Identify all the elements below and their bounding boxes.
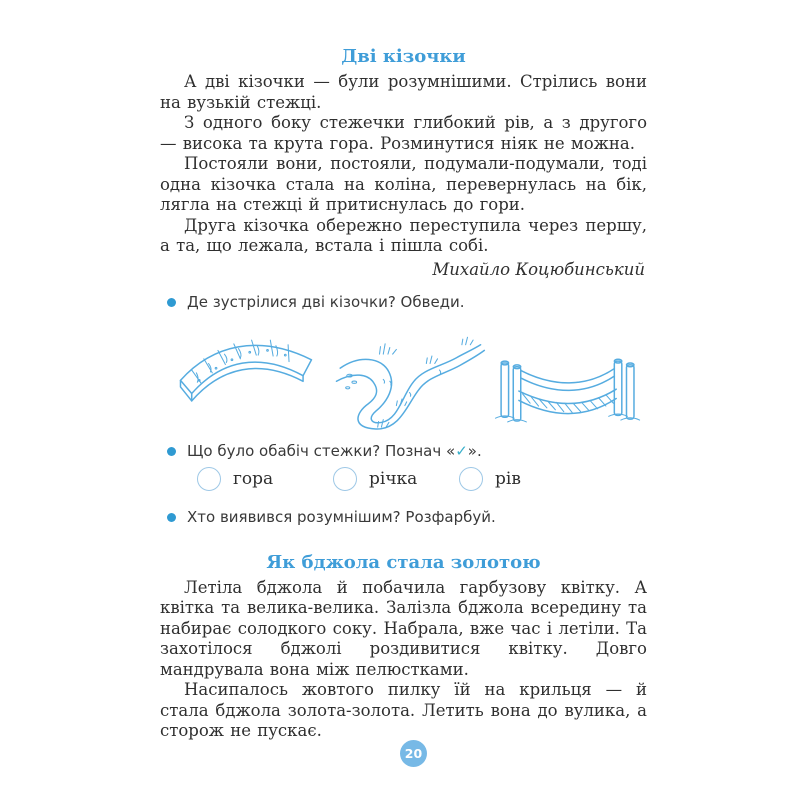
story1-text (160, 72, 647, 257)
option-richka[interactable] (333, 467, 417, 491)
winding-river-illustration[interactable] (329, 335, 486, 435)
story2-title: Як бджола стала золотою (266, 551, 541, 573)
option-label: рів (495, 468, 521, 489)
story1-title: Дві кізочки (341, 46, 466, 67)
task1-text: Де зустрілися дві кізочки? Обведи. (187, 292, 465, 311)
answer-options (160, 467, 647, 493)
illustration-row (160, 319, 647, 432)
story1-paragraph: А дві кізочки — були розумнішими. Стрілись вони на вузькій стежці. (160, 72, 647, 112)
bullet-dot-icon (167, 513, 176, 522)
answer-circle[interactable] (459, 467, 483, 491)
story2-text (160, 578, 647, 742)
rope-bridge-illustration[interactable] (488, 353, 647, 431)
option-hora[interactable] (197, 467, 273, 491)
bullet-dot-icon (167, 447, 176, 456)
page-number-badge: 20 (400, 740, 427, 767)
option-riv[interactable] (459, 467, 521, 491)
story1-paragraph: З одного боку стежечки глибокий рів, а з другого — висока та крута гора. Розминутися ніяк не можна. (160, 113, 647, 153)
page-content (160, 46, 647, 742)
checkmark-icon: ✓ (455, 441, 468, 460)
option-label: річка (369, 468, 418, 489)
option-label: гора (233, 468, 274, 489)
author-name: Михайло Коцюбинський (432, 259, 645, 279)
answer-circle[interactable] (197, 467, 221, 491)
task3-text: Хто виявився розумнішим? Розфарбуй. (187, 507, 496, 526)
task-circle-answer (160, 293, 647, 312)
story1-paragraph: Друга кізочка обережно переступила через першу, а та, що лежала, встала і пішла собі. (160, 215, 647, 255)
bullet-dot-icon (167, 298, 176, 307)
task-mark-answer (160, 442, 647, 461)
story2-paragraph: Насипалось жовтого пилку їй на крильця — й стала бджола золота-золота. Летить вона до вулика, а сторож не пускає. (160, 680, 647, 740)
task2-text: Що було обабіч стежки? Познач «✓». (187, 441, 482, 460)
story1-paragraph: Постояли вони, постояли, подумали-подумали, тоді одна кізочка стала на коліна, перевернулась на бік, лягла на стежці й притиснулась до гори. (160, 154, 647, 214)
answer-circle[interactable] (333, 467, 357, 491)
wooden-plank-bridge-illustration[interactable] (173, 321, 323, 421)
story2-paragraph: Летіла бджола й побачила гарбузову квітку. А квітка та велика-велика. Залізла бджола всередину та набирає солодкого соку. Набрала, вже час і летіли. Та захотілося бджолі роздивитися квітку. Довго мандрувала вона між пелюстками. (160, 577, 647, 679)
task-color-answer (160, 508, 647, 527)
